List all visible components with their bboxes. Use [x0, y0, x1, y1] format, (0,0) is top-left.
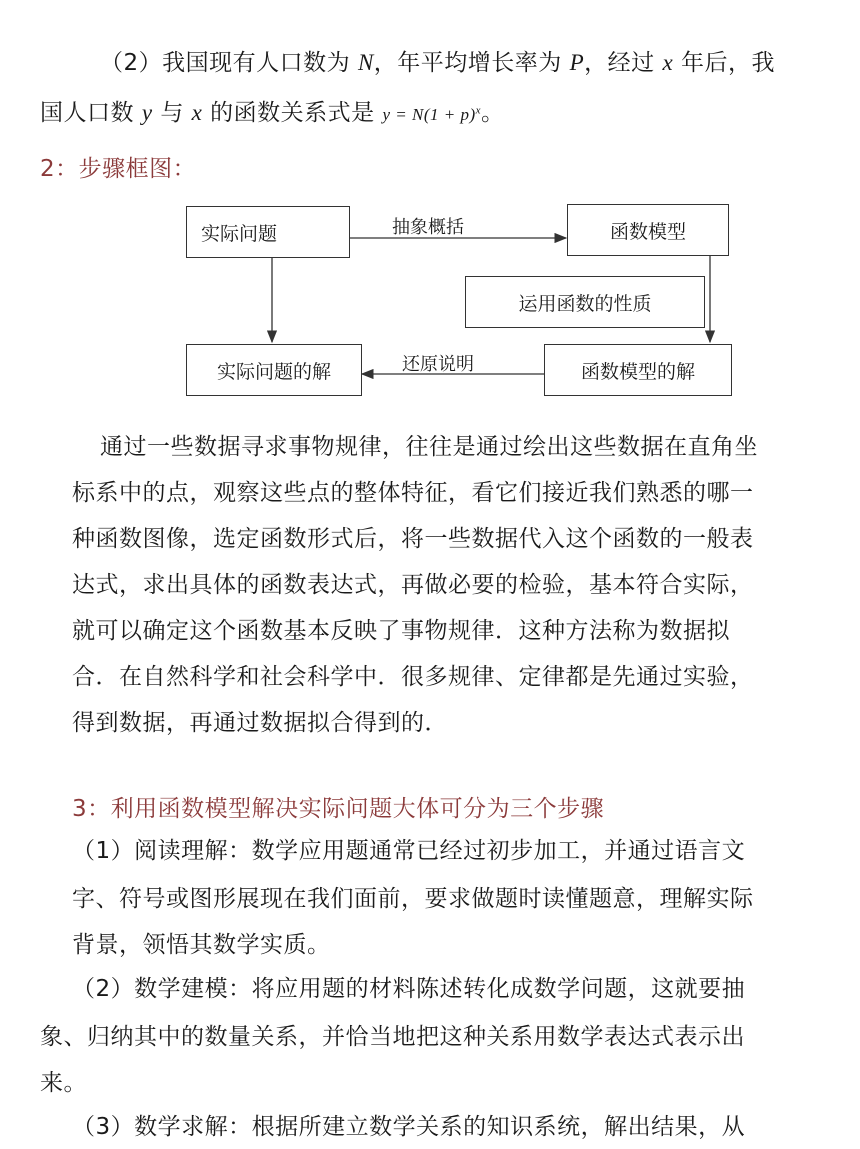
step-line: （1）阅读理解：数学应用题通常已经过初步加工，并通过语言文 — [72, 838, 746, 864]
var-x: x — [662, 50, 674, 75]
step-line: 象、归纳其中的数量关系，并恰当地把这种关系用数学表达式表示出 — [40, 1024, 745, 1050]
box-model-solution — [544, 344, 732, 396]
intro-text: ，年平均增长率为 — [373, 50, 570, 76]
step-line: 来。 — [40, 1070, 87, 1096]
step-line: （3）数学求解：根据所建立数学关系的知识系统，解出结果，从 — [72, 1114, 746, 1140]
box-label: 实际问题的解 — [216, 361, 331, 383]
intro-text: 与 — [152, 100, 192, 126]
paragraph-line: 就可以确定这个函数基本反映了事物规律．这种方法称为数据拟 — [72, 618, 730, 644]
intro-text: 国人口数 — [40, 100, 142, 126]
box-practical-solution — [186, 344, 362, 396]
var-p: P — [569, 50, 585, 75]
paragraph-line: 达式，求出具体的函数表达式，再做必要的检验，基本符合实际， — [72, 572, 754, 598]
box-label: 运用函数的性质 — [518, 293, 652, 315]
intro-text: ，经过 — [584, 50, 663, 76]
label-abstract: 抽象概括 — [392, 217, 464, 237]
var-x: x — [191, 100, 203, 125]
section2-heading: 2：步骤框图： — [40, 156, 197, 182]
paragraph-line: 标系中的点，观察这些点的整体特征，看它们接近我们熟悉的哪一 — [72, 480, 754, 506]
paragraph-line: 得到数据，再通过数据拟合得到的． — [72, 710, 448, 736]
paragraph-line: 通过一些数据寻求事物规律，往往是通过绘出这些数据在直角坐 — [100, 434, 758, 460]
label-restore: 还原说明 — [402, 354, 474, 374]
var-n: N — [357, 50, 374, 75]
box-label: 函数模型 — [609, 221, 686, 243]
step-line: 背景，领悟其数学实质。 — [72, 932, 331, 958]
box-function-properties — [465, 276, 705, 328]
step-line: 字、符号或图形展现在我们面前，要求做题时读懂题意，理解实际 — [72, 886, 754, 912]
formula-exponent: x — [475, 104, 482, 117]
intro-text: 年后，我 — [673, 50, 776, 76]
section3-heading: 3：利用函数模型解决实际问题大体可分为三个步骤 — [72, 796, 605, 822]
intro-text: 。 — [481, 100, 505, 126]
intro-text: 的函数关系式是 — [202, 100, 383, 126]
formula-base: y = N(1 + p) — [382, 105, 476, 124]
step-line: （2）数学建模：将应用题的材料陈述转化成数学问题，这就要抽 — [72, 976, 746, 1002]
intro-text: （2）我国现有人口数为 — [100, 50, 358, 76]
var-y: y — [141, 100, 153, 125]
paragraph-line: 合．在自然科学和社会科学中．很多规律、定律都是先通过实验， — [72, 664, 754, 690]
box-label: 实际问题 — [201, 223, 278, 245]
box-practical-problem — [186, 206, 350, 258]
box-label: 函数模型的解 — [580, 361, 695, 383]
box-function-model — [567, 204, 729, 256]
paragraph-line: 种函数图像，选定函数形式后，将一些数据代入这个函数的一般表 — [72, 526, 754, 552]
